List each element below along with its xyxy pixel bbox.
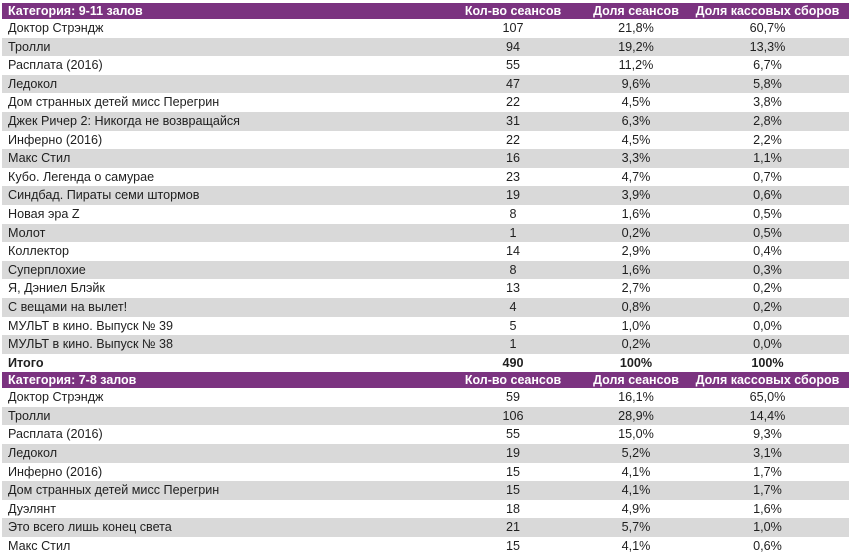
movie-title-cell: Макс Стил [2,149,440,168]
sessions-count-cell: 15 [440,463,586,482]
table-row [2,149,849,168]
movie-title-cell: Суперплохие [2,261,440,280]
sessions-count-cell: 1 [440,224,586,243]
sessions-count-cell: 4 [440,298,586,317]
movie-title-cell: Молот [2,224,440,243]
sessions-count-cell: 15 [440,537,586,556]
movie-title-cell: Новая эра Z [2,205,440,224]
sessions-share-cell: 100% [586,354,686,373]
sessions-share-cell: 0,2% [586,335,686,354]
movie-title-cell: Доктор Стрэндж [2,19,440,38]
sessions-count-cell: 22 [440,93,586,112]
sessions-count-cell: 19 [440,186,586,205]
sessions-share-cell: 19,2% [586,38,686,57]
movie-title-cell: МУЛЬТ в кино. Выпуск № 38 [2,335,440,354]
table-header-row [2,3,849,19]
movie-title-cell: Дом странных детей мисс Перегрин [2,481,440,500]
movie-title-cell: С вещами на вылет! [2,298,440,317]
movie-title-cell: МУЛЬТ в кино. Выпуск № 39 [2,317,440,336]
table-row [2,500,849,519]
boxoffice-share-cell: 2,8% [686,112,849,131]
boxoffice-share-cell: 0,2% [686,279,849,298]
boxoffice-share-cell: 0,3% [686,261,849,280]
sessions-share-cell: 3,3% [586,149,686,168]
table-row [2,19,849,38]
sessions-share-cell: 2,7% [586,279,686,298]
movie-title-cell: Тролли [2,38,440,57]
sessions-count-cell: 55 [440,425,586,444]
sessions-share-cell: 15,0% [586,425,686,444]
sessions-share-cell: 3,9% [586,186,686,205]
boxoffice-share-cell: 60,7% [686,19,849,38]
table-row [2,335,849,354]
boxoffice-share-cell: 3,8% [686,93,849,112]
boxoffice-share-cell: 65,0% [686,388,849,407]
sessions-count-cell: 19 [440,444,586,463]
sessions-share-cell: 4,5% [586,93,686,112]
table-row [2,75,849,94]
movie-title-cell: Дом странных детей мисс Перегрин [2,93,440,112]
boxoffice-share-cell: 1,6% [686,500,849,519]
table-row [2,463,849,482]
boxoffice-share-cell: 0,7% [686,168,849,187]
sessions-count-cell: 8 [440,205,586,224]
table-row [2,425,849,444]
sessions-share-cell: 2,9% [586,242,686,261]
movie-title-cell: Расплата (2016) [2,56,440,75]
movie-title-cell: Расплата (2016) [2,425,440,444]
sessions-share-cell: 4,5% [586,131,686,150]
total-row [2,354,849,373]
boxoffice-share-cell: 1,1% [686,149,849,168]
movie-title-cell: Инферно (2016) [2,131,440,150]
table-row [2,205,849,224]
sessions-share-cell: 6,3% [586,112,686,131]
table-row [2,444,849,463]
movie-title-cell: Синдбад. Пираты семи штормов [2,186,440,205]
sessions-share-cell: 4,1% [586,463,686,482]
sessions-share-cell: 0,2% [586,224,686,243]
category-table-1 [2,3,849,372]
category-header: Категория: 7-8 залов [2,372,440,388]
sessions-count-cell: 94 [440,38,586,57]
sessions-share-cell: 1,6% [586,205,686,224]
table-row [2,112,849,131]
sessions-count-cell: 107 [440,19,586,38]
boxoffice-share-cell: 0,4% [686,242,849,261]
sessions-count-cell: 59 [440,388,586,407]
sessions-count-cell: 18 [440,500,586,519]
boxoffice-share-cell: 0,0% [686,335,849,354]
boxoffice-share-cell: 0,5% [686,205,849,224]
boxoffice-share-cell: 100% [686,354,849,373]
boxoffice-share-cell: 0,6% [686,537,849,556]
movie-title-cell: Ледокол [2,444,440,463]
sessions-count-cell: 16 [440,149,586,168]
boxoffice-share-cell: 1,7% [686,463,849,482]
table-row [2,481,849,500]
column-header-1: Кол-во сеансов [440,3,586,19]
table-row [2,38,849,57]
movie-title-cell: Ледокол [2,75,440,94]
movie-title-cell: Кубо. Легенда о самурае [2,168,440,187]
sessions-share-cell: 1,0% [586,317,686,336]
boxoffice-share-cell: 5,8% [686,75,849,94]
sessions-count-cell: 47 [440,75,586,94]
sessions-share-cell: 28,9% [586,407,686,426]
table-row [2,518,849,537]
sessions-share-cell: 5,7% [586,518,686,537]
table-row [2,317,849,336]
column-header-3: Доля кассовых сборов [686,3,849,19]
sessions-count-cell: 8 [440,261,586,280]
sessions-count-cell: 106 [440,407,586,426]
movie-title-cell: Джек Ричер 2: Никогда не возвращайся [2,112,440,131]
sessions-share-cell: 16,1% [586,388,686,407]
movie-title-cell: Итого [2,354,440,373]
movie-title-cell: Дуэлянт [2,500,440,519]
sessions-count-cell: 14 [440,242,586,261]
boxoffice-share-cell: 6,7% [686,56,849,75]
movie-title-cell: Макс Стил [2,537,440,556]
boxoffice-share-cell: 1,0% [686,518,849,537]
sessions-share-cell: 11,2% [586,56,686,75]
sessions-count-cell: 13 [440,279,586,298]
table-row [2,388,849,407]
sessions-share-cell: 4,1% [586,481,686,500]
table-row [2,242,849,261]
movie-title-cell: Коллектор [2,242,440,261]
boxoffice-share-cell: 0,6% [686,186,849,205]
table-row [2,93,849,112]
sessions-count-cell: 22 [440,131,586,150]
boxoffice-share-cell: 0,2% [686,298,849,317]
table-row [2,56,849,75]
sessions-count-cell: 31 [440,112,586,131]
table-row [2,186,849,205]
movie-title-cell: Доктор Стрэндж [2,388,440,407]
table-row [2,407,849,426]
category-table-2 [2,372,849,555]
sessions-share-cell: 21,8% [586,19,686,38]
sessions-share-cell: 4,9% [586,500,686,519]
movie-title-cell: Я, Дэниел Блэйк [2,279,440,298]
boxoffice-share-cell: 9,3% [686,425,849,444]
sessions-count-cell: 23 [440,168,586,187]
table-row [2,261,849,280]
sessions-count-cell: 15 [440,481,586,500]
sessions-share-cell: 9,6% [586,75,686,94]
movie-title-cell: Тролли [2,407,440,426]
table-row [2,168,849,187]
boxoffice-share-cell: 3,1% [686,444,849,463]
column-header-3: Доля кассовых сборов [686,372,849,388]
column-header-2: Доля сеансов [586,372,686,388]
boxoffice-share-cell: 1,7% [686,481,849,500]
table-row [2,279,849,298]
column-header-2: Доля сеансов [586,3,686,19]
boxoffice-share-cell: 2,2% [686,131,849,150]
sessions-share-cell: 0,8% [586,298,686,317]
boxoffice-share-cell: 0,0% [686,317,849,336]
table-row [2,224,849,243]
category-header: Категория: 9-11 залов [2,3,440,19]
sessions-count-cell: 21 [440,518,586,537]
sessions-count-cell: 490 [440,354,586,373]
sessions-share-cell: 5,2% [586,444,686,463]
sessions-count-cell: 5 [440,317,586,336]
table-row [2,298,849,317]
sessions-count-cell: 1 [440,335,586,354]
table-row [2,537,849,556]
column-header-1: Кол-во сеансов [440,372,586,388]
movie-title-cell: Инферно (2016) [2,463,440,482]
table-header-row [2,372,849,388]
boxoffice-share-cell: 14,4% [686,407,849,426]
sessions-share-cell: 4,7% [586,168,686,187]
boxoffice-share-cell: 0,5% [686,224,849,243]
movie-title-cell: Это всего лишь конец света [2,518,440,537]
sessions-share-cell: 1,6% [586,261,686,280]
sessions-count-cell: 55 [440,56,586,75]
boxoffice-share-cell: 13,3% [686,38,849,57]
sessions-share-cell: 4,1% [586,537,686,556]
table-row [2,131,849,150]
